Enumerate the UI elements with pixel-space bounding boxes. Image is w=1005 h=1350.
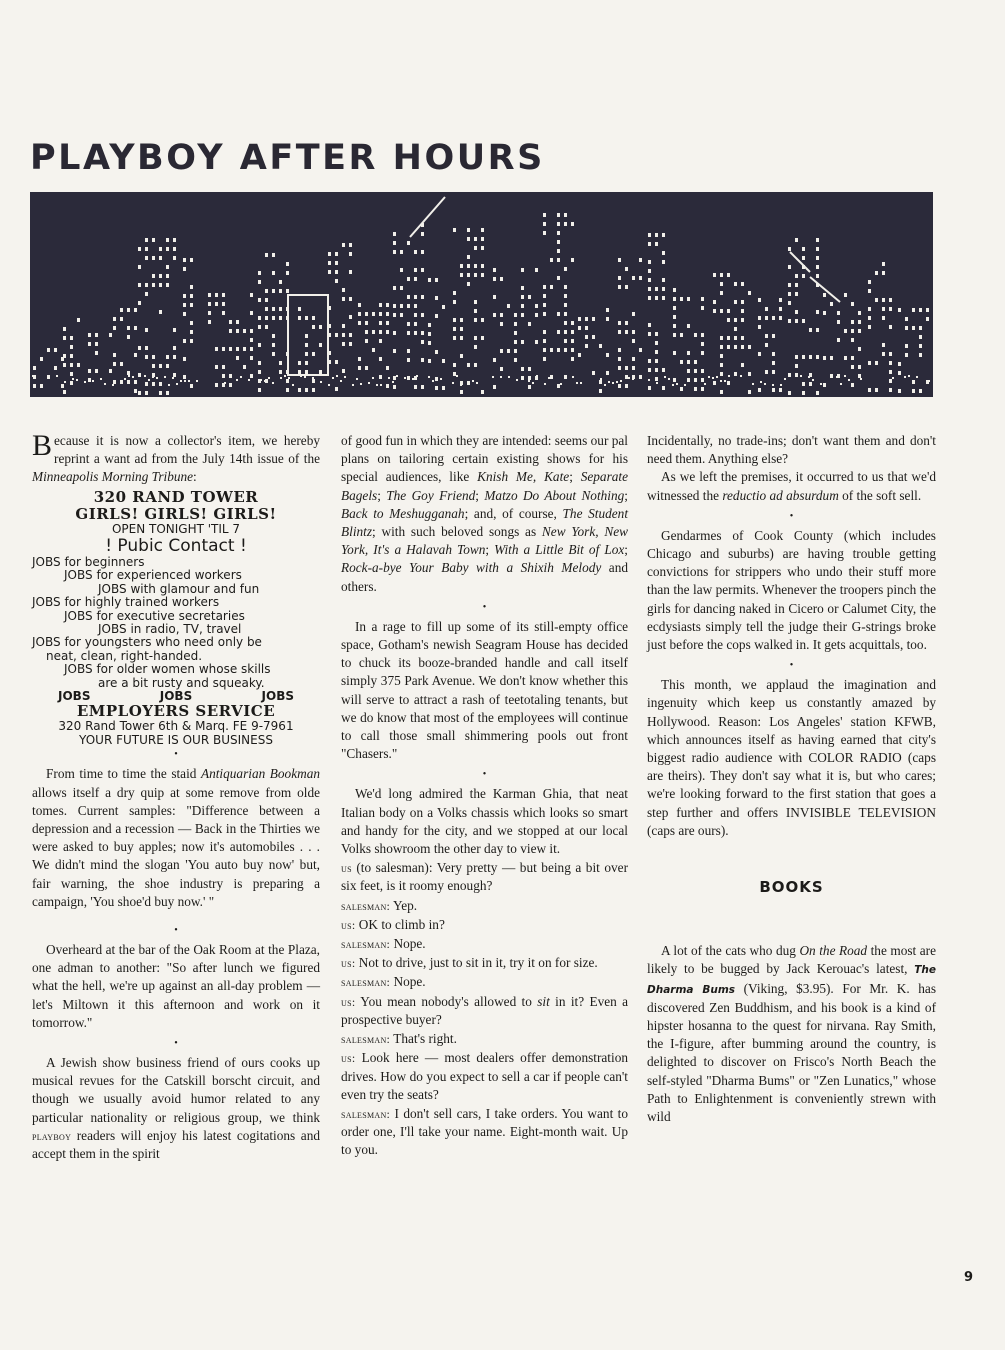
dialogue-line: salesman: Yep.	[341, 897, 418, 913]
paragraph: A Jewish show business friend of ours cooks up musical revues for the Catskill borscht circuit, and though we usually avoid humor related to any particular nationality or religious group, we think playboy readers will enjoy his latest cogitations and accept them in the spirit	[32, 1054, 320, 1161]
separator-dot: •	[174, 749, 178, 761]
dialogue-line: us: You mean nobody's allowed to sit in it? Even a prospective buyer?	[341, 993, 628, 1027]
drop-cap: B	[32, 429, 53, 462]
paragraph: of good fun in which they are intended: seems our pal plans on tailoring certain existing shows for his special audiences, like Knish Me, Kate; Separate Bagels; The Goy Friend; Matzo Do About Nothing; Back to Meshugganah; and, of course, The Student Blintz; with such beloved songs as New York, New York, It's a Halavah Town; With a Little Bit of Lox; Rock-a-bye Your Baby with a Shixih Melody and others.	[341, 433, 629, 594]
separator-dot: •	[789, 510, 794, 522]
intro-paragraph: Because it is now a collector's item, we hereby reprint a want ad from the July 14th issue of the Minneapolis Morning Tribune:	[32, 429, 320, 485]
separator-dot: •	[482, 769, 487, 781]
city-skyline-illustration	[30, 192, 933, 397]
separator-dot: •	[174, 924, 178, 936]
paragraph: From time to time the staid Antiquarian Bookman allows itself a dry quip at some remove from olde tomes. Current samples: "Difference between a depression and a recession — Back in the Thirties we were asked to buy apples; now it's automobiles . . . We didn't mind the slogan 'You auto buy now' but, fair warning, the shoe industry is preparing a campaign, 'You shoe'd buy now.' "	[32, 766, 320, 909]
paragraph: Overheard at the bar of the Oak Room at the Plaza, one adman to another: "So after lunch we figured what the hell, we're up against an all-day problem — let's Miltown it this afternoon and work on it tomorrow."	[32, 941, 320, 1030]
paragraph: In a rage to fill up some of its still-empty office space, Gotham's newish Seagram House has decided to chuck its booze-branded handle and call itself simply 375 Park Avenue. We don't know whether this will serve to attract a rash of teetotaling tenants, but we do know that most of the employees will continue to call those small shimmering pools out front "Chasers."	[341, 618, 628, 762]
column-3	[647, 432, 936, 1126]
page-title: PLAYBOY AFTER HOURS	[30, 138, 545, 178]
dialogue-line: salesman: That's right.	[341, 1031, 457, 1047]
section-heading-books: BOOKS	[759, 878, 824, 897]
page-number: 9	[964, 1270, 974, 1285]
separator-dot: •	[174, 1037, 178, 1049]
separator-dot: •	[482, 601, 487, 613]
dialogue-line: us: Not to drive, just to sit in it, try it on for size.	[341, 955, 598, 971]
dialogue-line: salesman: Nope.	[341, 974, 426, 990]
dialogue-line: salesman: I don't sell cars, I take orders. You want to order one, I'll take your name. Eight-month wait. Up to you.	[341, 1105, 628, 1158]
paragraph: This month, we applaud the imagination and ingenuity which keep us constantly amazed by Hollywood. Reason: Los Angeles' station KFWB, which announces itself as having earned that city's biggest radio audience with COLOR RADIO (caps are theirs). They don't say what it is, but who cares; we're looking forward to the first station that goes a step further and offers INVISIBLE TELEVISION (caps are ours).	[647, 677, 936, 838]
paragraph: Incidentally, no trade-ins; don't want them and don't need them. Anything else?	[647, 433, 936, 467]
jobs-row: JOBS JOBS JOBS	[58, 689, 294, 704]
column-1	[32, 429, 320, 1163]
paragraph: Gendarmes of Cook County (which includes Chicago and suburbs) are having trouble getting convictions for strippers who undo their stuff more than the law permits. Whenever the troopers pinch the girls for dancing naked in Cicero or Calumet City, the ecdysiasts simply tell the judge their G-strings broke just before the cops walked in. It gets acquittals, too.	[647, 527, 936, 653]
paragraph: As we left the premises, it occurred to us that we'd witnessed the reductio ad absurdum of the soft sell.	[647, 469, 936, 503]
dialogue-line: us: OK to climb in?	[341, 916, 445, 932]
column-2	[341, 432, 628, 1161]
dialogue-line: salesman: Nope.	[341, 936, 426, 952]
paragraph: A lot of the cats who dug On the Road the most are likely to be bugged by Jack Kerouac's latest, The Dharma Bums (Viking, $3.95). For Mr. K. has discovered Zen Buddhism, and his book is a kind of hipster hosanna to the quest for nirvana. Ray Smith, the I-figure, after bumming around the country, is delighted to discover on Frisco's North Beach the self-styled "Dharma Bums" or "Zen Lunatics," whose Path to Enlightenment is conveniently strewn with wild	[647, 943, 937, 1125]
paragraph: We'd long admired the Karman Ghia, that neat Italian body on a Volks chassis which looks so smart and handy for the city, and we stopped at our local Volks showroom the other day to view it.	[341, 786, 628, 857]
want-ad: 320 RAND TOWER GIRLS! GIRLS! GIRLS! OPEN TONIGHT 'TIL 7 ! Pubic Contact ! JOBS for beginners JOBS for experienced workers JOBS with glamour and fun JOBS for highly trained workers JOBS for executive secretaries JOBS in radio, TV, travel JOBS for youngsters who need only be neat, clean, right-handed. JOBS for older women whose skills are a bit rusty and squeaky. JOBS JOBS JOBS EMPLOYERS SERVICE 320 Rand Tower 6th & Marq. FE 9-7961 YOUR FUTURE IS OUR BUSINESS	[32, 489, 320, 748]
dialogue-line: us (to salesman): Very pretty — but being a bit over six feet, is it roomy enough?	[341, 860, 628, 894]
city-skyline-banner	[30, 192, 933, 397]
separator-dot: •	[789, 660, 794, 672]
dialogue-line: us: Look here — most dealers offer demonstration drives. How do you expect to sell a car if people can't even try the seats?	[341, 1050, 628, 1102]
